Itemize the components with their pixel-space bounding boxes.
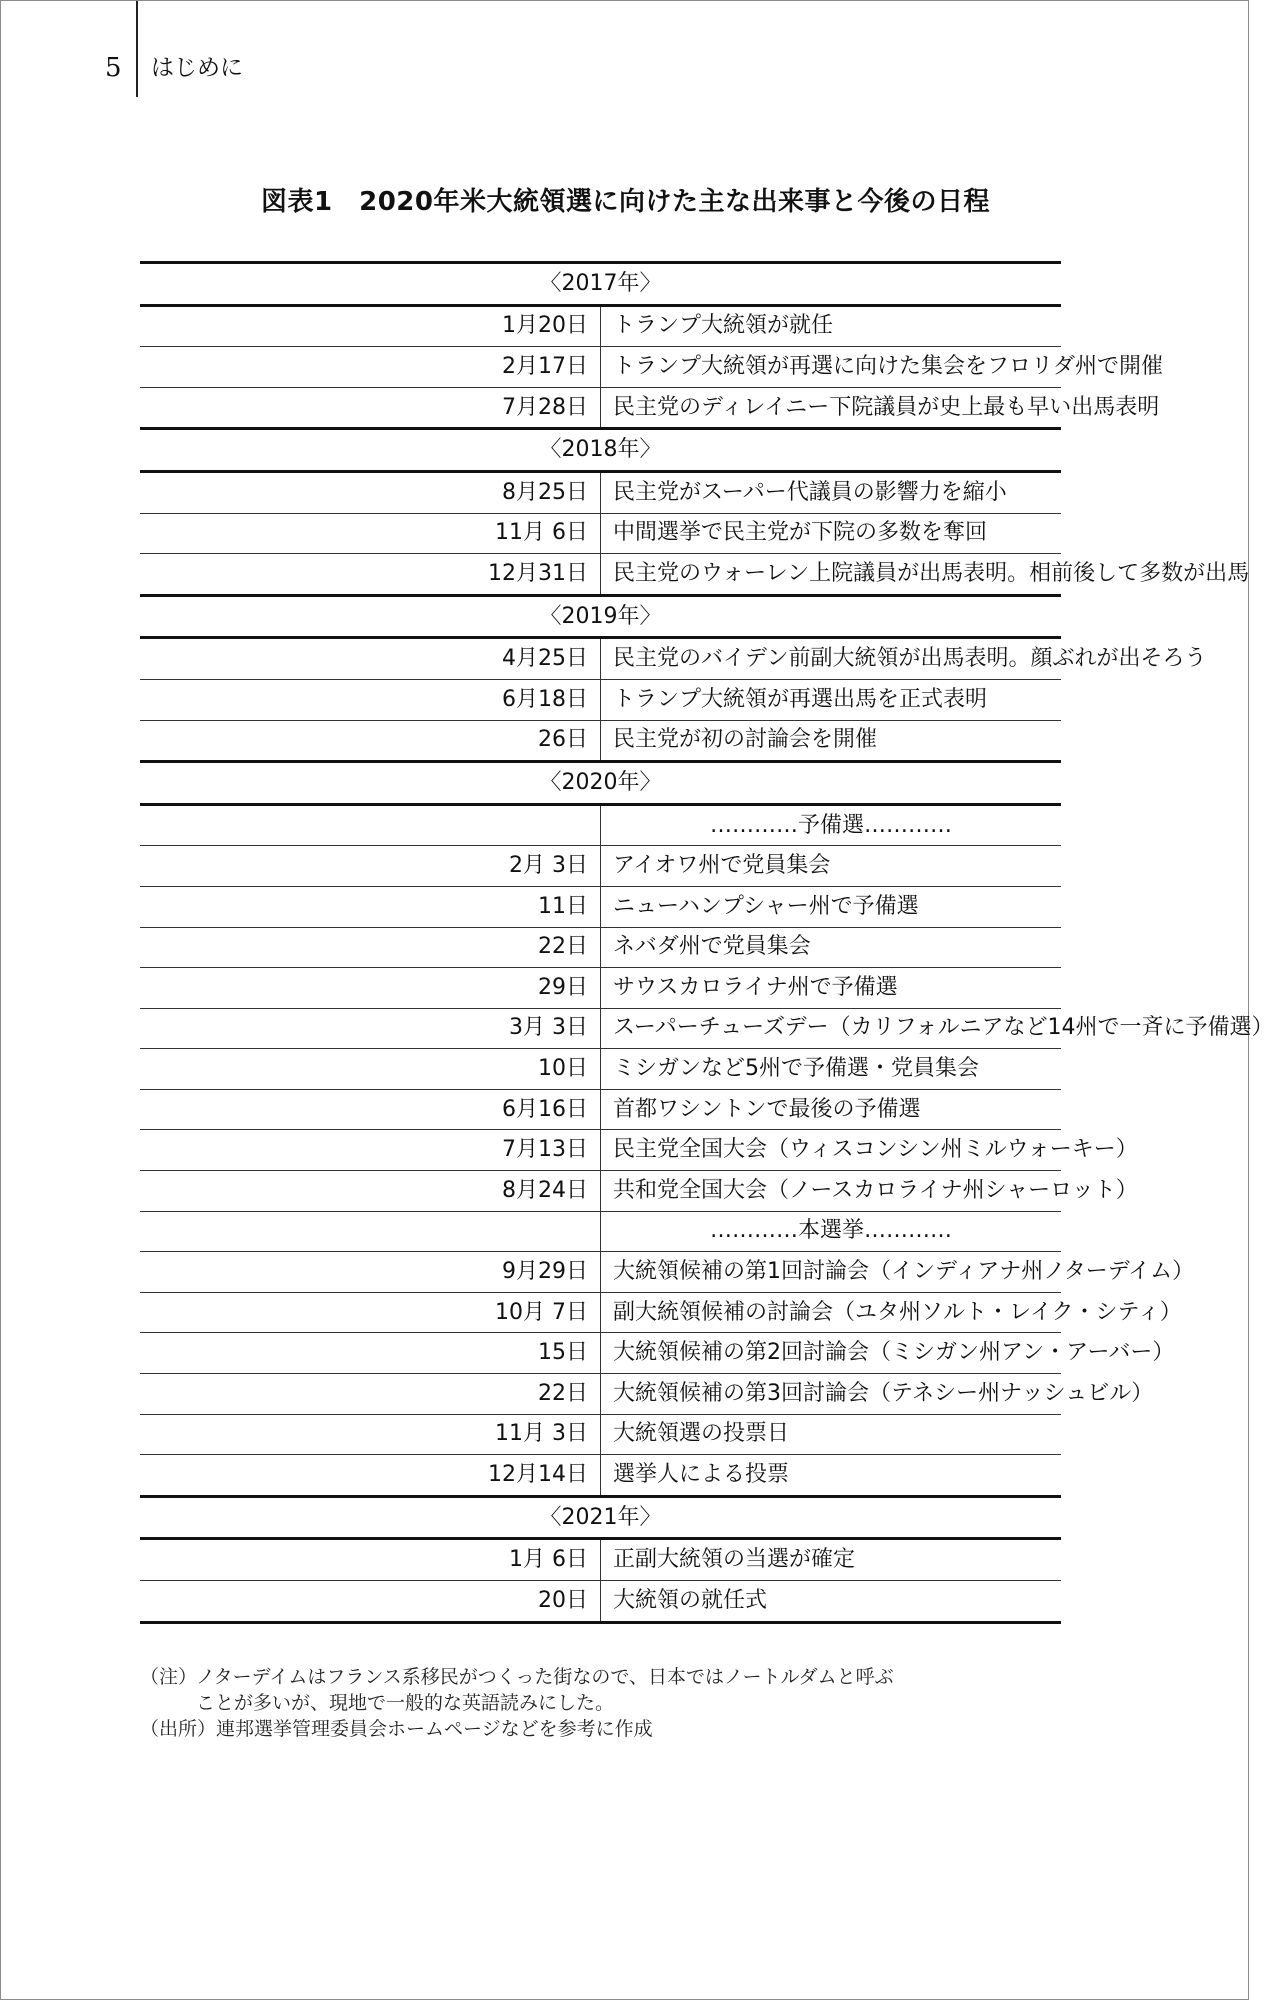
date-cell: 2月17日	[140, 347, 601, 388]
table-row	[140, 638, 1061, 680]
year-label: 〈2018年〉	[140, 429, 1061, 472]
table-row	[140, 554, 1061, 596]
date-cell: 29日	[140, 968, 601, 1009]
note	[140, 1664, 1070, 1690]
event-cell: 民主党が初の討論会を開催	[601, 720, 1062, 762]
source-label: （出所）	[140, 1718, 217, 1740]
table-row	[140, 1049, 1061, 1090]
event-cell: 中間選挙で民主党が下院の多数を奪回	[601, 513, 1062, 554]
empty-date-cell	[140, 1211, 601, 1252]
table-row	[140, 846, 1061, 887]
section-label: …………予備選…………	[601, 804, 1062, 846]
table-row	[140, 1252, 1061, 1293]
table-row	[140, 471, 1061, 513]
table-row	[140, 927, 1061, 968]
date-cell: 10日	[140, 1049, 601, 1090]
event-cell: 民主党がスーパー代議員の影響力を縮小	[601, 471, 1062, 513]
year-label: 〈2017年〉	[140, 263, 1061, 306]
date-cell: 26日	[140, 720, 601, 762]
header-divider	[136, 1, 138, 97]
date-cell: 6月18日	[140, 679, 601, 720]
date-cell: 20日	[140, 1581, 601, 1623]
section-label: …………本選挙…………	[601, 1211, 1062, 1252]
date-cell: 9月29日	[140, 1252, 601, 1293]
running-head: はじめに	[151, 55, 243, 81]
table-row	[140, 886, 1061, 927]
date-cell: 22日	[140, 1374, 601, 1415]
date-cell: 8月24日	[140, 1171, 601, 1212]
date-cell: 11日	[140, 886, 601, 927]
table-row	[140, 1374, 1061, 1415]
table-row	[140, 720, 1061, 762]
year-label: 〈2020年〉	[140, 762, 1061, 805]
event-cell: 選挙人による投票	[601, 1455, 1062, 1497]
table-row	[140, 1008, 1061, 1049]
year-header-row	[140, 263, 1061, 306]
table-row	[140, 305, 1061, 347]
event-cell: 共和党全国大会（ノースカロライナ州シャーロット）	[601, 1171, 1062, 1212]
date-cell: 12月14日	[140, 1455, 601, 1497]
date-cell: 10月 7日	[140, 1292, 601, 1333]
event-cell: アイオワ州で党員集会	[601, 846, 1062, 887]
date-cell: 22日	[140, 927, 601, 968]
page-number: 5	[105, 53, 122, 83]
page-header	[1, 1, 401, 97]
empty-date-cell	[140, 804, 601, 846]
table-row	[140, 1292, 1061, 1333]
event-cell: トランプ大統領が就任	[601, 305, 1062, 347]
date-cell: 11月 3日	[140, 1414, 601, 1455]
event-cell: スーパーチューズデー（カリフォルニアなど14州で一斉に予備選）	[601, 1008, 1062, 1049]
event-cell: トランプ大統領が再選に向けた集会をフロリダ州で開催	[601, 347, 1062, 388]
event-cell: 大統領の就任式	[601, 1581, 1062, 1623]
date-cell: 3月 3日	[140, 1008, 601, 1049]
event-cell: サウスカロライナ州で予備選	[601, 968, 1062, 1009]
table-row	[140, 1455, 1061, 1497]
date-cell: 12月31日	[140, 554, 601, 596]
event-cell: 民主党全国大会（ウィスコンシン州ミルウォーキー）	[601, 1130, 1062, 1171]
schedule-body	[140, 263, 1274, 1623]
table-row	[140, 679, 1061, 720]
table-row	[140, 1171, 1061, 1212]
table-row	[140, 1581, 1061, 1623]
year-header-row	[140, 762, 1061, 805]
schedule-table	[140, 261, 1274, 1624]
table-row	[140, 347, 1061, 388]
date-cell: 8月25日	[140, 471, 601, 513]
note-label: （注）	[140, 1666, 198, 1688]
event-cell: 副大統領候補の討論会（ユタ州ソルト・レイク・シティ）	[601, 1292, 1062, 1333]
date-cell: 7月28日	[140, 387, 601, 429]
date-cell: 1月 6日	[140, 1539, 601, 1581]
event-cell: 大統領候補の第3回討論会（テネシー州ナッシュビル）	[601, 1374, 1062, 1415]
event-cell: 大統領候補の第1回討論会（インディアナ州ノターデイム）	[601, 1252, 1062, 1293]
date-cell: 2月 3日	[140, 846, 601, 887]
section-header-row	[140, 1211, 1061, 1252]
table-row	[140, 1333, 1061, 1374]
note-text-line2: ことが多いが、現地で一般的な英語読みにした。	[196, 1692, 615, 1714]
event-cell: ニューハンプシャー州で予備選	[601, 886, 1062, 927]
date-cell: 7月13日	[140, 1130, 601, 1171]
table-row	[140, 1130, 1061, 1171]
year-header-row	[140, 1496, 1061, 1539]
table-row	[140, 1414, 1061, 1455]
date-cell: 15日	[140, 1333, 601, 1374]
event-cell: 大統領選の投票日	[601, 1414, 1062, 1455]
source-text: 連邦選挙管理委員会ホームページなどを参考に作成	[216, 1718, 653, 1740]
event-cell: 民主党のバイデン前副大統領が出馬表明。顔ぶれが出そろう	[601, 638, 1062, 680]
event-cell: 民主党のウォーレン上院議員が出馬表明。相前後して多数が出馬	[601, 554, 1062, 596]
date-cell: 4月25日	[140, 638, 601, 680]
table-row	[140, 1089, 1061, 1130]
year-header-row	[140, 595, 1061, 638]
notes	[140, 1664, 1070, 1742]
event-cell: トランプ大統領が再選出馬を正式表明	[601, 679, 1062, 720]
date-cell: 1月20日	[140, 305, 601, 347]
source	[140, 1716, 1070, 1742]
event-cell: ミシガンなど5州で予備選・党員集会	[601, 1049, 1062, 1090]
event-cell: 民主党のディレイニー下院議員が史上最も早い出馬表明	[601, 387, 1062, 429]
year-header-row	[140, 429, 1061, 472]
figure-title: 図表1 2020年米大統領選に向けた主な出来事と今後の日程	[261, 187, 990, 217]
table-row	[140, 1539, 1061, 1581]
table-row	[140, 387, 1061, 429]
date-cell: 11月 6日	[140, 513, 601, 554]
date-cell: 6月16日	[140, 1089, 601, 1130]
year-label: 〈2021年〉	[140, 1496, 1061, 1539]
table-row	[140, 513, 1061, 554]
event-cell: ネバダ州で党員集会	[601, 927, 1062, 968]
table-row	[140, 968, 1061, 1009]
event-cell: 大統領候補の第2回討論会（ミシガン州アン・アーバー）	[601, 1333, 1062, 1374]
note-text-line1: ノターデイムはフランス系移民がつくった街なので、日本ではノートルダムと呼ぶ	[196, 1666, 894, 1688]
section-header-row	[140, 804, 1061, 846]
year-label: 〈2019年〉	[140, 595, 1061, 638]
event-cell: 首都ワシントンで最後の予備選	[601, 1089, 1062, 1130]
event-cell: 正副大統領の当選が確定	[601, 1539, 1062, 1581]
